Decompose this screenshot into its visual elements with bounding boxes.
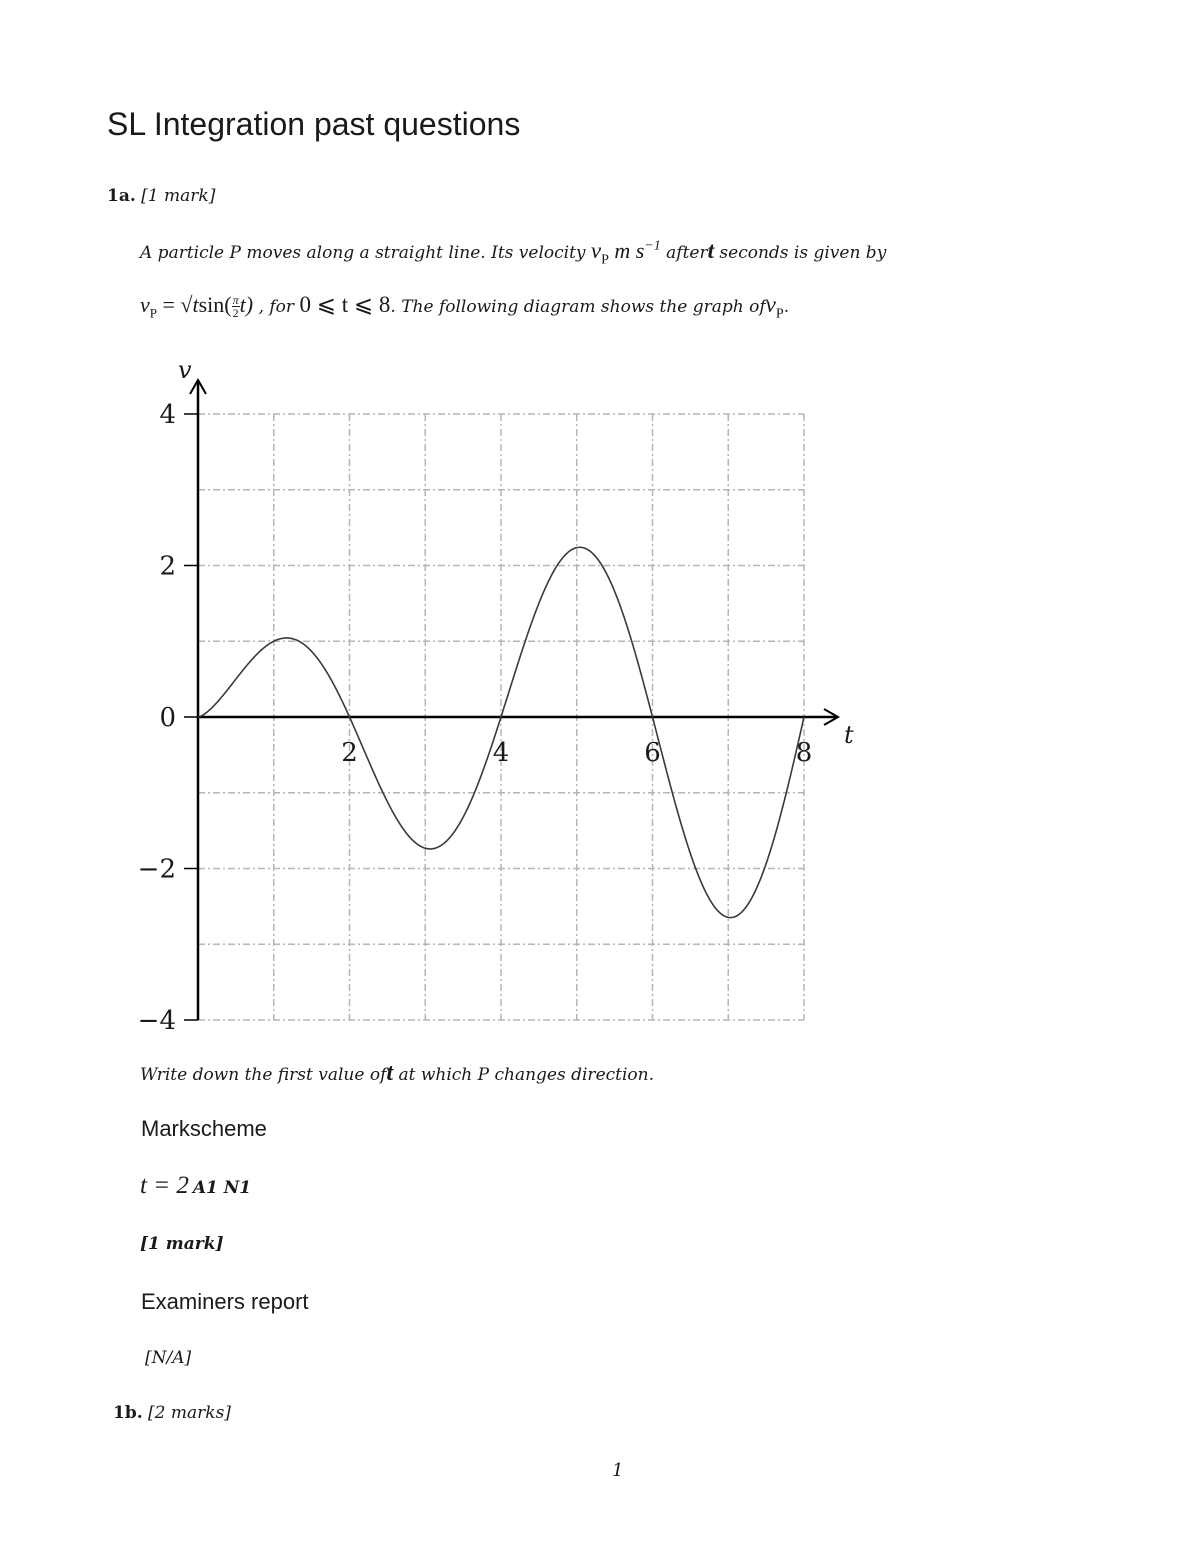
math-units: m $s^{-1}$ (614, 238, 661, 263)
period: . (783, 297, 790, 317)
y-tick-label: 2 (159, 551, 176, 582)
y-tick-label: 4 (159, 400, 176, 430)
question-intro-line-1 (140, 238, 886, 269)
intro-text: A particle P moves along a straight line. Its velocity (140, 243, 586, 263)
math-formula: $v_P = √tsin$( $\frac{\pi}{2}$ t) (140, 292, 254, 321)
x-tick-label: 8 (795, 738, 813, 768)
question-prompt (140, 1060, 654, 1087)
math-t: t (386, 1060, 394, 1086)
examiners-report-heading: Examiners report (141, 1289, 309, 1314)
y-tick-label: −4 (137, 1006, 176, 1036)
question-1a-header (107, 186, 215, 206)
math-vp: $v_P$ (765, 292, 784, 322)
answer-codes: A1 N1 (192, 1178, 252, 1198)
math-t: t (707, 238, 714, 263)
intro-text: seconds is given by (719, 243, 887, 263)
math-vp: $v_P$ (590, 238, 609, 268)
intro-text: after (666, 243, 708, 263)
x-axis-label: t (844, 721, 854, 749)
intro-text: . The following diagram shows the graph of (390, 297, 766, 317)
question-number: 1b. (113, 1403, 143, 1423)
markscheme-heading: Markscheme (141, 1116, 267, 1141)
answer-marks: [1 mark] (140, 1234, 224, 1254)
prompt-text: Write down the first value of (140, 1065, 387, 1085)
velocity-graph (130, 350, 860, 1040)
graph-tick-labels (138, 356, 854, 1036)
y-tick-label: −2 (137, 854, 176, 885)
graph-axes (184, 380, 838, 1020)
y-tick-label: 0 (159, 703, 176, 733)
document-title: SL Integration past questions (107, 106, 521, 142)
page-number: 1 (612, 1460, 624, 1481)
prompt-text: at which P changes direction. (398, 1065, 654, 1085)
x-tick-label: 2 (341, 738, 358, 768)
x-tick-label: 4 (492, 738, 510, 768)
question-marks: [1 mark] (141, 186, 216, 206)
question-marks: [2 marks] (148, 1403, 231, 1423)
question-number: 1a. (107, 186, 136, 206)
y-axis-label: v (178, 356, 192, 384)
markscheme-answer (140, 1172, 251, 1200)
question-1b-header (113, 1403, 231, 1423)
examiners-report-text: [N/A] (145, 1348, 192, 1368)
math-range: 0 ⩽ t ⩽ 8 (299, 292, 391, 317)
question-intro-line-2 (140, 292, 789, 323)
intro-text: , for (258, 297, 295, 317)
answer-math: t = 2 (140, 1172, 189, 1199)
x-tick-label: 6 (644, 738, 661, 768)
